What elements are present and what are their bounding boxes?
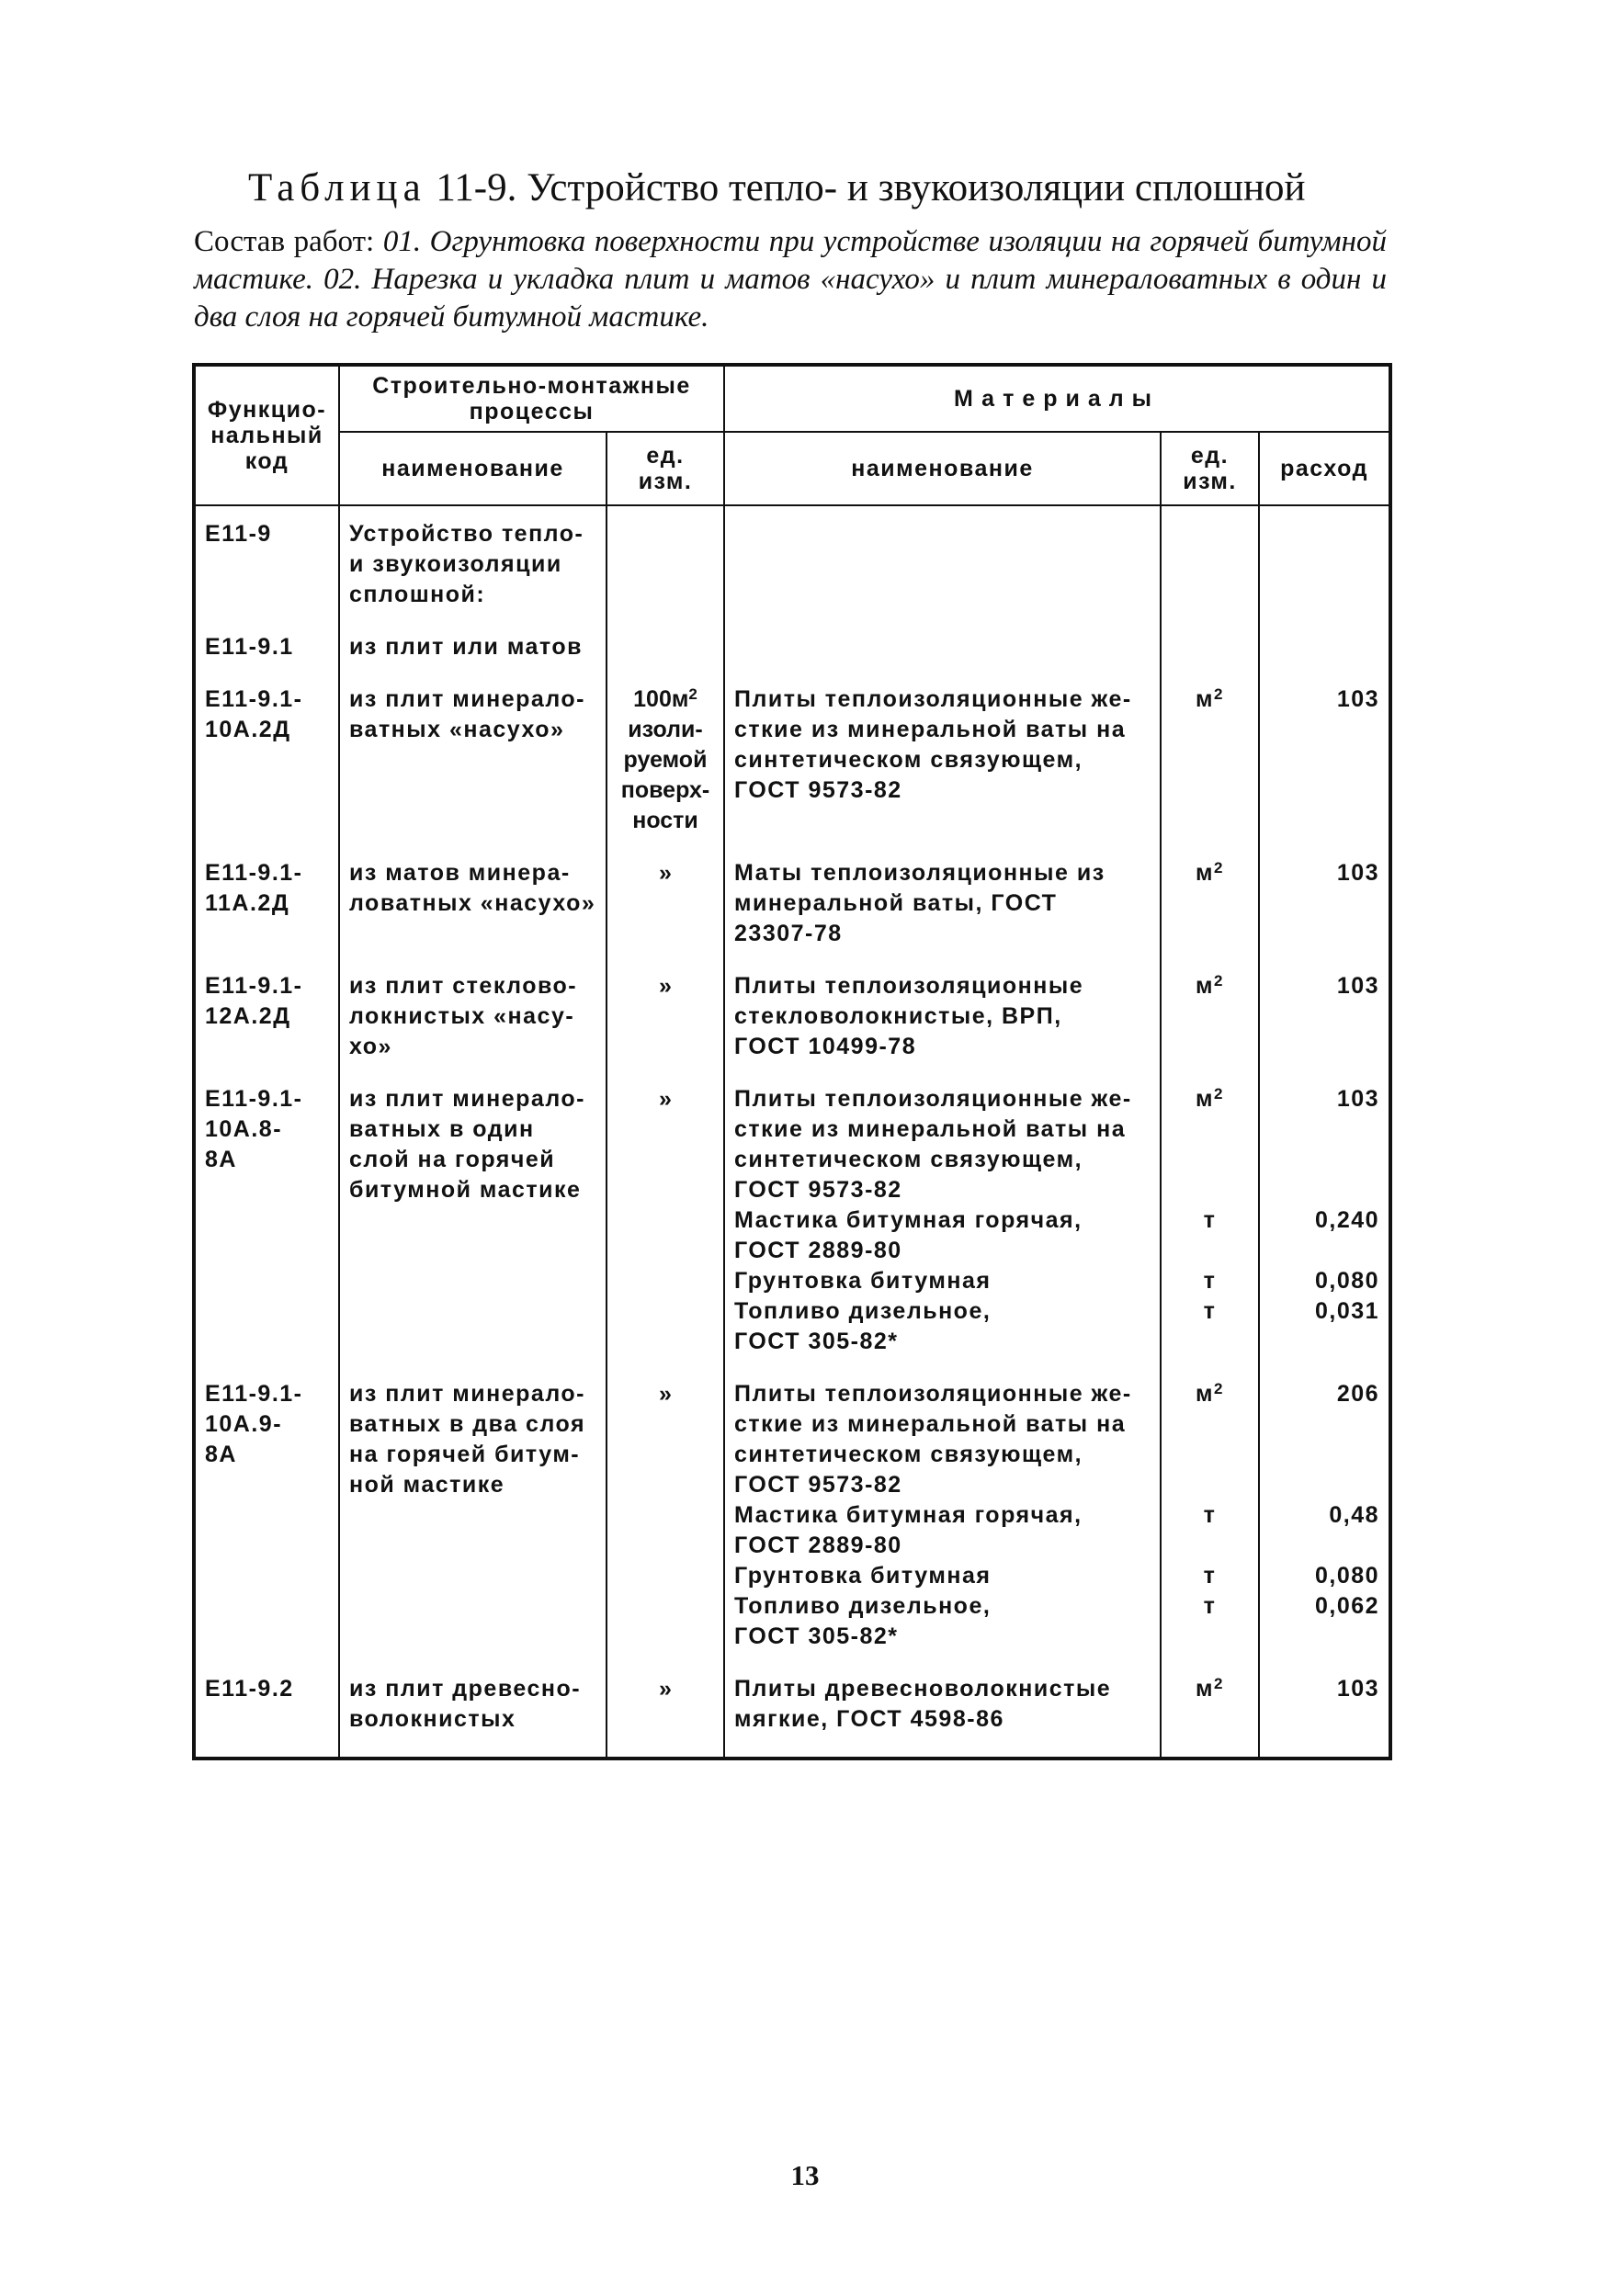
material-name-line: стекловолокнистые, ВРП,: [734, 1003, 1062, 1029]
process-name-line: из плит минерало-: [349, 1381, 585, 1407]
material-name-line: ГОСТ 9573-82: [734, 1472, 902, 1498]
process-name-line: хо»: [349, 1034, 392, 1059]
material-name-line: мягкие, ГОСТ 4598-86: [734, 1706, 1004, 1732]
process-unit-cell: [607, 1084, 724, 1379]
function-code-line: Е11-9.1-: [205, 686, 303, 712]
material-name-line: сткие из минеральной ваты на: [734, 717, 1127, 742]
material-rate-cell: 103: [1259, 1674, 1390, 1759]
process-name-line: ной мастике: [349, 1472, 505, 1498]
process-unit-cell: [607, 684, 724, 858]
function-code-line: 10А.2Д: [205, 717, 291, 742]
material-name-line: сткие из минеральной ваты на: [734, 1411, 1127, 1437]
material-name-line: Плиты теплоизоляционные: [734, 973, 1084, 999]
material-name-line: Грунтовка битумная: [734, 1268, 992, 1294]
table-row: [194, 1379, 1390, 1500]
norms-table: [192, 363, 1392, 1760]
process-name-line: на горячей битум-: [349, 1442, 581, 1467]
material-rate-cell: 206: [1259, 1379, 1390, 1500]
material-name-line: Плиты древесноволокнистые: [734, 1676, 1112, 1702]
function-code-cell: [194, 858, 339, 971]
header-rate: расход: [1259, 432, 1390, 505]
process-unit-cell: [607, 1674, 724, 1759]
material-name-cell: [724, 971, 1161, 1084]
function-code-line: 8А: [205, 1147, 237, 1172]
material-name-line: Плиты теплоизоляционные же-: [734, 1086, 1132, 1112]
process-name-line: ловатных «насухо»: [349, 890, 596, 916]
material-name-cell: [724, 505, 1161, 632]
process-unit-line: »: [659, 973, 672, 999]
material-name-line: 23307-78: [734, 921, 843, 946]
material-name-cell: [724, 858, 1161, 971]
material-name-line: ГОСТ 305-82*: [734, 1329, 899, 1354]
table-title: [248, 165, 1397, 210]
process-name-cell: [339, 632, 607, 684]
material-name-cell: [724, 1500, 1161, 1561]
table-title-prefix: Таблица: [248, 166, 426, 209]
header-material-name: наименование: [724, 432, 1161, 505]
function-code-line: Е11-9.1: [205, 634, 294, 660]
header-material-unit: ед. изм.: [1161, 432, 1259, 505]
material-unit-cell: т: [1161, 1500, 1259, 1561]
material-name-cell: [724, 632, 1161, 684]
process-name-line: из плит или матов: [349, 634, 583, 660]
process-name-cell: [339, 1379, 607, 1674]
material-name-line: минеральной ваты, ГОСТ: [734, 890, 1058, 916]
process-name-line: из плит минерало-: [349, 686, 585, 712]
function-code-line: Е11-9.1-: [205, 860, 303, 886]
table-row: [194, 1084, 1390, 1205]
material-name-line: ГОСТ 305-82*: [734, 1623, 899, 1649]
process-unit-cell: [607, 505, 724, 632]
material-name-line: Маты теплоизоляционные из: [734, 860, 1105, 886]
table-row: [194, 858, 1390, 971]
table-title-text: 11-9. Устройство тепло- и звукоизоляции сплошной: [425, 166, 1306, 209]
material-name-cell: [724, 1591, 1161, 1674]
material-name-line: Плиты теплоизоляционные же-: [734, 1381, 1132, 1407]
material-name-cell: [724, 1379, 1161, 1500]
function-code-line: Е11-9.2: [205, 1676, 294, 1702]
work-composition-lead: Состав работ:: [194, 225, 383, 258]
process-unit-cell: [607, 971, 724, 1084]
process-name-line: ватных в два слоя: [349, 1411, 586, 1437]
function-code-cell: [194, 684, 339, 858]
material-name-line: ГОСТ 2889-80: [734, 1238, 902, 1263]
material-rate-cell: 103: [1259, 858, 1390, 971]
function-code-line: Е11-9.1-: [205, 1086, 303, 1112]
material-name-cell: [724, 1296, 1161, 1379]
process-name-cell: [339, 684, 607, 858]
material-name-cell: [724, 1266, 1161, 1296]
material-rate-cell: [1259, 632, 1390, 684]
process-unit-line: »: [659, 860, 672, 886]
function-code-line: 10А.8-: [205, 1116, 283, 1142]
page-number: 13: [790, 2159, 820, 2191]
material-unit-cell: т: [1161, 1296, 1259, 1379]
process-unit-line: »: [659, 1086, 672, 1112]
function-code-line: 12А.2Д: [205, 1003, 291, 1029]
material-name-line: Грунтовка битумная: [734, 1563, 992, 1589]
material-rate-cell: [1259, 505, 1390, 632]
material-name-line: Топливо дизельное,: [734, 1593, 992, 1619]
material-name-line: синтетическом связующем,: [734, 1442, 1083, 1467]
table-row: [194, 632, 1390, 684]
process-unit-cell: [607, 632, 724, 684]
function-code-cell: [194, 971, 339, 1084]
material-name-line: ГОСТ 10499-78: [734, 1034, 917, 1059]
process-unit-line: »: [659, 1381, 672, 1407]
material-unit-cell: $м^2$: [1161, 1084, 1259, 1205]
table-row: [194, 684, 1390, 858]
material-name-line: ГОСТ 9573-82: [734, 777, 902, 803]
process-unit-line: »: [659, 1676, 672, 1702]
process-unit-line: поверх-: [620, 777, 710, 803]
process-name-line: из плит древесно-: [349, 1676, 582, 1702]
material-rate-cell: 0,062: [1259, 1591, 1390, 1674]
process-name-line: сплошной:: [349, 582, 486, 607]
process-name-line: из плит стеклово-: [349, 973, 578, 999]
work-composition-text: 01. Огрунтовка поверхности при устройстве изоляции на горячей битумной мастике. 02. Нарезка и укладка плит и матов «насухо» и плит минераловатных в один и два слоя на горячей битумной мастике.: [194, 225, 1387, 334]
material-rate-cell: 0,080: [1259, 1266, 1390, 1296]
material-unit-cell: $м^2$: [1161, 971, 1259, 1084]
function-code-cell: [194, 505, 339, 632]
process-unit-line: $100м^2$: [633, 685, 697, 712]
material-name-line: синтетическом связующем,: [734, 1147, 1083, 1172]
material-unit-cell: [1161, 505, 1259, 632]
process-name-cell: [339, 1084, 607, 1379]
function-code-cell: [194, 632, 339, 684]
material-name-line: сткие из минеральной ваты на: [734, 1116, 1127, 1142]
material-rate-cell: 103: [1259, 971, 1390, 1084]
material-unit-cell: [1161, 632, 1259, 684]
process-unit-line: руемой: [623, 747, 708, 773]
process-name-cell: [339, 858, 607, 971]
process-name-cell: [339, 505, 607, 632]
header-materials: Материалы: [724, 365, 1390, 432]
function-code-line: Е11-9.1-: [205, 1381, 303, 1407]
material-name-line: синтетическом связующем,: [734, 747, 1083, 773]
process-name-line: битумной мастике: [349, 1177, 582, 1203]
material-name-cell: [724, 1674, 1161, 1759]
function-code-line: Е11-9.1-: [205, 973, 303, 999]
material-rate-cell: 0,48: [1259, 1500, 1390, 1561]
process-unit-line: изоли-: [628, 717, 703, 742]
material-unit-cell: $м^2$: [1161, 858, 1259, 971]
process-name-line: ватных «насухо»: [349, 717, 565, 742]
function-code-line: Е11-9: [205, 521, 272, 547]
material-unit-cell: $м^2$: [1161, 684, 1259, 858]
process-name-cell: [339, 1674, 607, 1759]
material-unit-cell: $м^2$: [1161, 1674, 1259, 1759]
process-name-line: слой на горячей: [349, 1147, 556, 1172]
process-unit-cell: [607, 1379, 724, 1674]
table-row: [194, 1674, 1390, 1759]
material-rate-cell: 0,240: [1259, 1205, 1390, 1266]
process-name-line: из плит минерало-: [349, 1086, 585, 1112]
process-name-line: волокнистых: [349, 1706, 516, 1732]
function-code-cell: [194, 1379, 339, 1674]
material-name-cell: [724, 684, 1161, 858]
material-unit-cell: т: [1161, 1591, 1259, 1674]
material-name-line: Топливо дизельное,: [734, 1298, 992, 1324]
material-name-line: Мастика битумная горячая,: [734, 1502, 1083, 1528]
material-name-cell: [724, 1561, 1161, 1591]
material-rate-cell: 103: [1259, 1084, 1390, 1205]
material-name-line: Мастика битумная горячая,: [734, 1207, 1083, 1233]
material-name-line: ГОСТ 9573-82: [734, 1177, 902, 1203]
material-unit-cell: т: [1161, 1205, 1259, 1266]
material-name-line: Плиты теплоизоляционные же-: [734, 686, 1132, 712]
table-body: [194, 505, 1390, 1759]
material-unit-cell: т: [1161, 1561, 1259, 1591]
material-name-cell: [724, 1084, 1161, 1205]
material-name-line: ГОСТ 2889-80: [734, 1533, 902, 1558]
process-name-cell: [339, 971, 607, 1084]
material-unit-cell: т: [1161, 1266, 1259, 1296]
process-name-line: локнистых «насу-: [349, 1003, 575, 1029]
process-name-line: из матов минера-: [349, 860, 571, 886]
header-process-unit: ед. изм.: [607, 432, 724, 505]
material-rate-cell: 103: [1259, 684, 1390, 858]
header-processes: Строительно-монтажные процессы: [339, 365, 724, 432]
process-unit-line: ности: [632, 808, 698, 833]
function-code-cell: [194, 1084, 339, 1379]
function-code-line: 10А.9-: [205, 1411, 283, 1437]
function-code-line: 11А.2Д: [205, 890, 290, 916]
header-code: Функцио-нальный код: [194, 365, 339, 505]
process-unit-cell: [607, 858, 724, 971]
material-name-cell: [724, 1205, 1161, 1266]
function-code-cell: [194, 1674, 339, 1759]
process-name-line: ватных в один: [349, 1116, 535, 1142]
table-row: [194, 971, 1390, 1084]
work-composition: [194, 223, 1387, 336]
process-name-line: и звукоизоляции: [349, 551, 562, 577]
material-rate-cell: 0,031: [1259, 1296, 1390, 1379]
material-rate-cell: 0,080: [1259, 1561, 1390, 1591]
header-process-name: наименование: [339, 432, 607, 505]
function-code-line: 8А: [205, 1442, 237, 1467]
table-row: [194, 505, 1390, 632]
process-name-line: Устройство тепло-: [349, 521, 584, 547]
material-unit-cell: $м^2$: [1161, 1379, 1259, 1500]
